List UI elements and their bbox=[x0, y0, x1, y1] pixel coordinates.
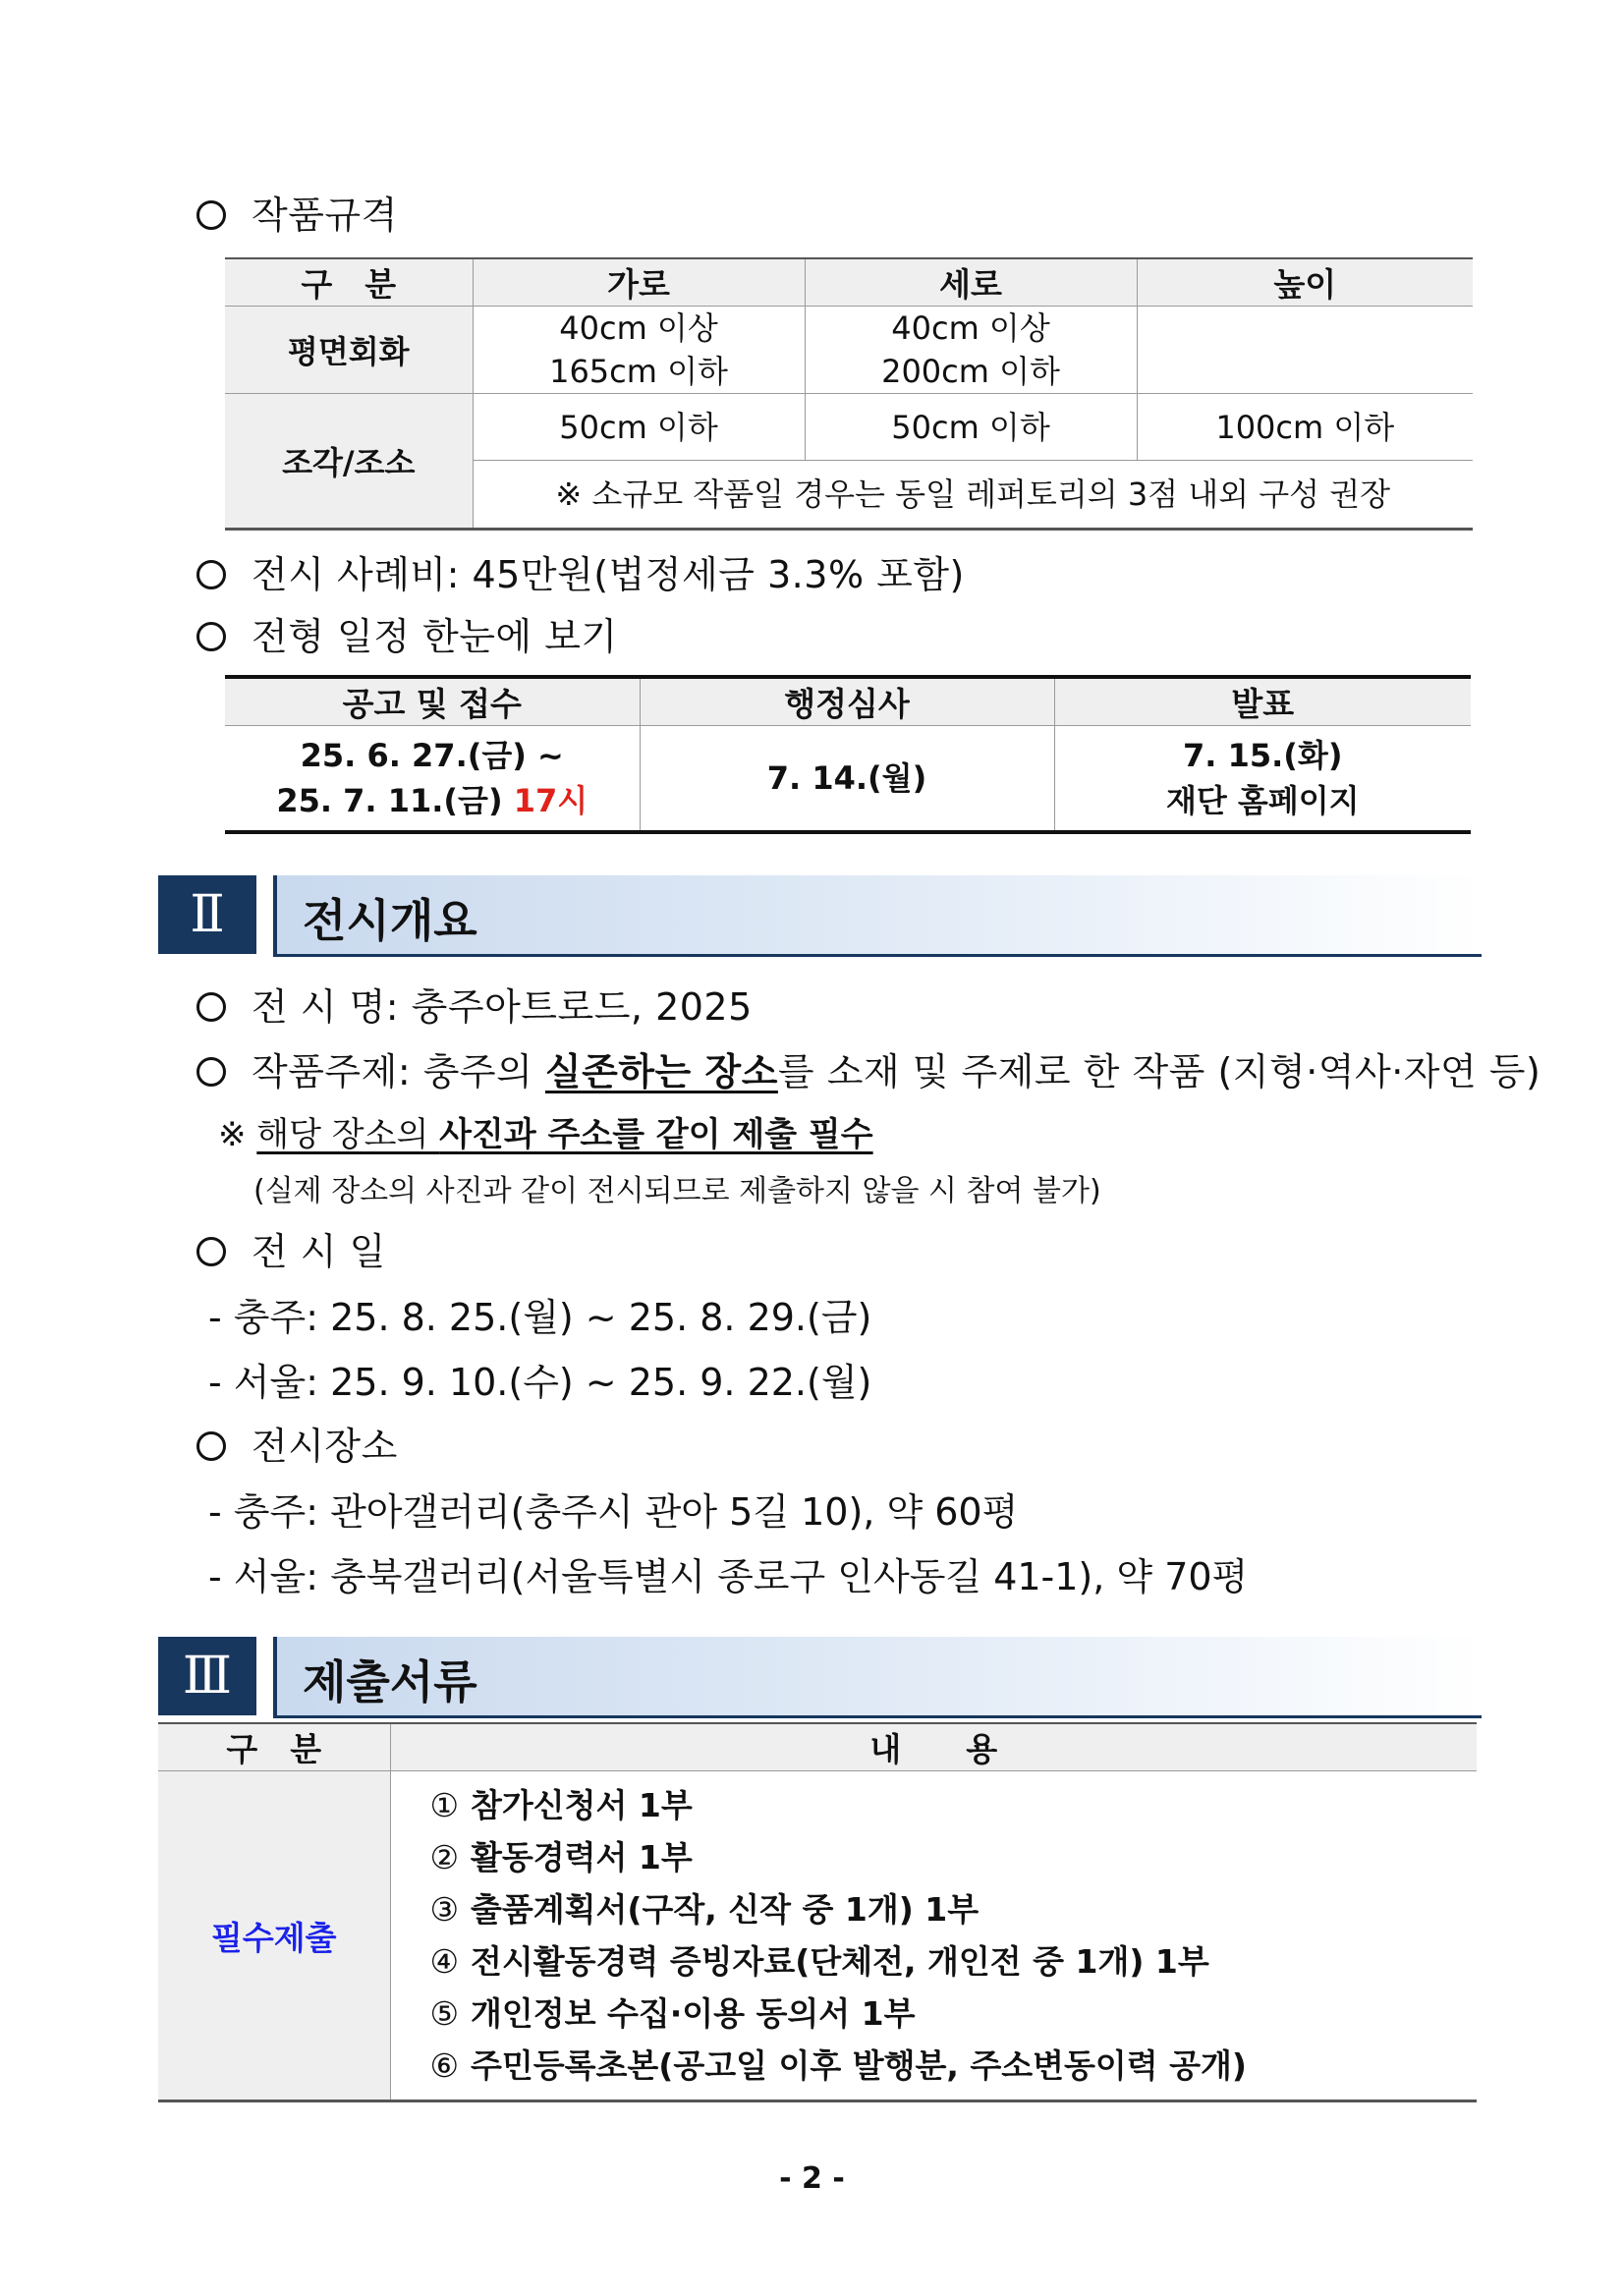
list-item: ⑤ 개인정보 수집·이용 동의서 1부 bbox=[429, 1994, 916, 2033]
documents-category: 필수제출 bbox=[158, 1771, 390, 2101]
spec-sculpture-width: 50cm 이하 bbox=[473, 394, 805, 461]
spec-header-depth: 높이 bbox=[1137, 258, 1473, 307]
exhibition-venue-seoul: - 서울: 충북갤러리(서울특별시 종로구 인사동길 41-1), 약 70평 bbox=[208, 1555, 1249, 1598]
documents-header-category: 구 분 bbox=[158, 1723, 390, 1771]
schedule-review-date: 7. 14.(월) bbox=[640, 726, 1054, 832]
spec-table bbox=[225, 257, 1473, 531]
schedule-table bbox=[225, 675, 1471, 834]
spec-sculpture-note: ※ 소규모 작품일 경우는 동일 레퍼토리의 3점 내외 구성 권장 bbox=[473, 461, 1473, 530]
circle-bullet-icon bbox=[196, 1057, 226, 1087]
circle-bullet-icon bbox=[196, 1431, 226, 1461]
circle-bullet-icon bbox=[196, 992, 226, 1022]
list-item: ② 활동경력서 1부 bbox=[429, 1838, 693, 1876]
submission-note: ※ 해당 장소의 사진과 주소를 같이 제출 필수 bbox=[218, 1115, 873, 1154]
schedule-header-receipt: 공고 및 접수 bbox=[225, 677, 640, 726]
circle-bullet-icon bbox=[196, 622, 226, 651]
schedule-header-review: 행정심사 bbox=[640, 677, 1054, 726]
fee-line: 전시 사례비: 45만원(법정세금 3.3% 포함) bbox=[196, 544, 965, 598]
spec-painting-depth bbox=[1137, 307, 1473, 394]
section-number: Ⅲ bbox=[158, 1637, 256, 1715]
schedule-heading: 전형 일정 한눈에 보기 bbox=[196, 606, 618, 660]
exhibition-dates-heading: 전 시 일 bbox=[196, 1221, 386, 1275]
theme-emphasis: 실존하는 장소 bbox=[544, 1050, 778, 1093]
note-emphasis: 사진과 주소를 같이 제출 필수 bbox=[439, 1115, 873, 1154]
spec-sculpture-height: 50cm 이하 bbox=[805, 394, 1137, 461]
spec-header-height: 세로 bbox=[805, 258, 1137, 307]
spec-painting-width: 40cm 이상 165cm 이하 bbox=[473, 307, 805, 394]
section-title: 제출서류 bbox=[303, 1655, 477, 1708]
spec-painting-height: 40cm 이상 200cm 이하 bbox=[805, 307, 1137, 394]
spec-label-painting: 평면회화 bbox=[225, 307, 473, 394]
schedule-receipt-period: 25. 6. 27.(금) ~ 25. 7. 11.(금) 17시 bbox=[225, 726, 640, 832]
exhibition-date-seoul: - 서울: 25. 9. 10.(수) ~ 25. 9. 22.(월) bbox=[208, 1361, 872, 1404]
spec-label-sculpture: 조각/조소 bbox=[225, 394, 473, 530]
spec-header-category: 구 분 bbox=[225, 258, 473, 307]
list-item: ① 참가신청서 1부 bbox=[429, 1786, 693, 1824]
circle-bullet-icon bbox=[196, 200, 226, 230]
spec-heading: 작품규격 bbox=[196, 185, 398, 239]
exhibition-name: 전 시 명: 충주아트로드, 2025 bbox=[196, 977, 753, 1031]
list-item: ④ 전시활동경력 증빙자료(단체전, 개인전 중 1개) 1부 bbox=[429, 1942, 1209, 1981]
documents-header-content: 내 용 bbox=[390, 1723, 1477, 1771]
documents-list bbox=[390, 1771, 1477, 2101]
list-item: ③ 출품계획서(구작, 신작 중 1개) 1부 bbox=[429, 1890, 980, 1929]
circle-bullet-icon bbox=[196, 560, 226, 589]
exhibition-date-chungju: - 충주: 25. 8. 25.(월) ~ 25. 8. 29.(금) bbox=[208, 1296, 872, 1339]
list-item: ⑥ 주민등록초본(공고일 이후 발행분, 주소변동이력 공개) bbox=[429, 2046, 1247, 2085]
spec-header-width: 가로 bbox=[473, 258, 805, 307]
exhibition-venue-heading: 전시장소 bbox=[196, 1416, 398, 1470]
exhibition-venue-chungju: - 충주: 관아갤러리(충주시 관아 5길 10), 약 60평 bbox=[208, 1490, 1019, 1534]
deadline-time: 17시 bbox=[513, 781, 588, 819]
section-title: 전시개요 bbox=[303, 894, 477, 947]
circle-bullet-icon bbox=[196, 1237, 226, 1266]
schedule-header-announce: 발표 bbox=[1054, 677, 1471, 726]
submission-note-detail: (실제 장소의 사진과 같이 전시되므로 제출하지 않을 시 참여 불가) bbox=[253, 1174, 1101, 1208]
exhibition-theme: 작품주제: 충주의 실존하는 장소를 소재 및 주제로 한 작품 (지형·역사·자연 등) bbox=[196, 1041, 1540, 1095]
page-number: - 2 - bbox=[779, 2161, 845, 2196]
spec-sculpture-depth: 100cm 이하 bbox=[1137, 394, 1473, 461]
documents-table bbox=[158, 1722, 1477, 2102]
section-number: Ⅱ bbox=[158, 875, 256, 954]
schedule-announce: 7. 15.(화) 재단 홈페이지 bbox=[1054, 726, 1471, 832]
